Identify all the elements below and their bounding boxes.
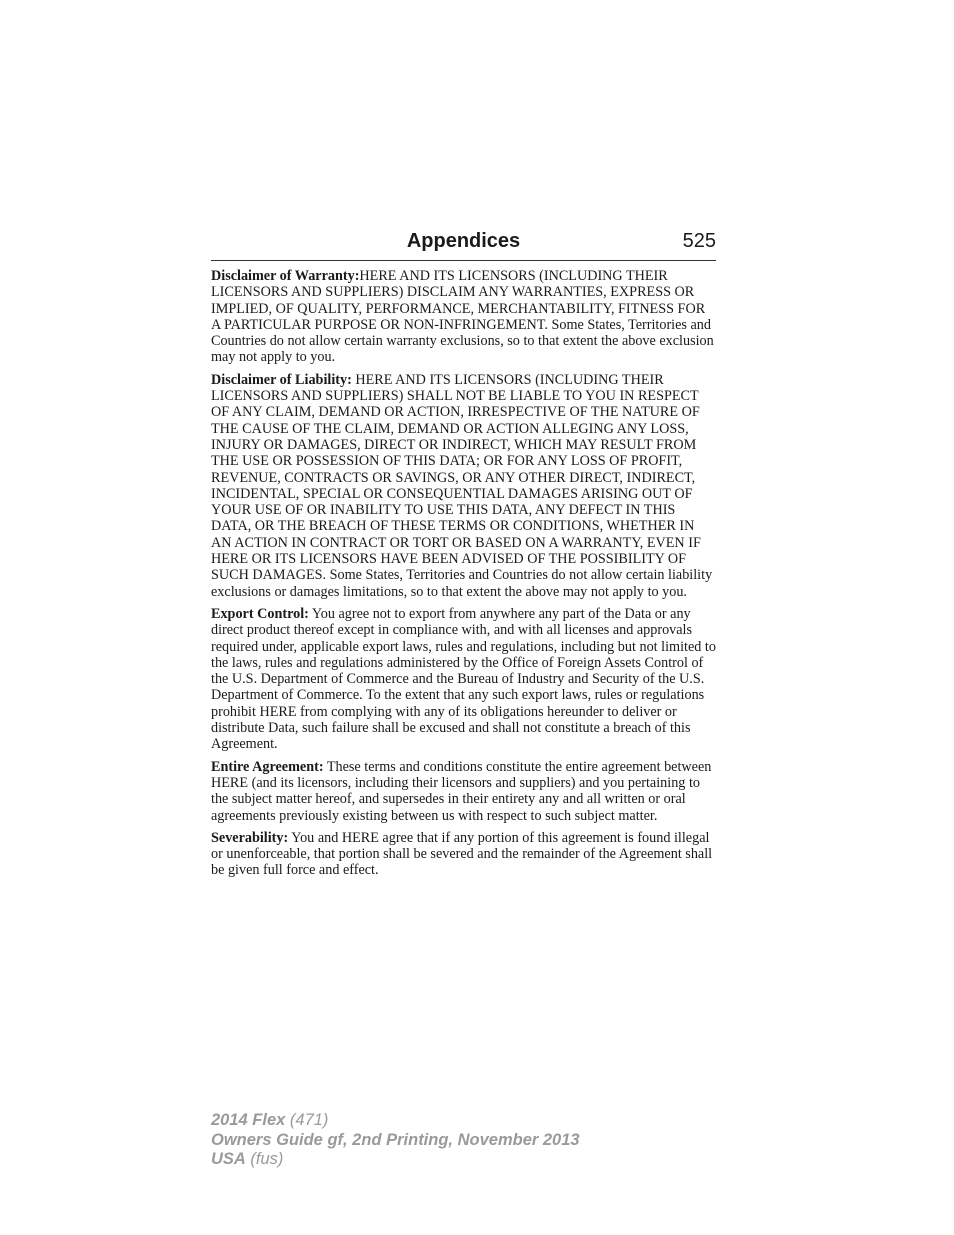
paragraph-label: Entire Agreement: [211,758,324,775]
paragraph-text: You and HERE agree that if any portion of this agreement is found illegal or unenforceable, that portion shall be severed and the remainder of the Agreement shall be given full force and effect. [211,829,713,879]
footer-line-model [211,1111,580,1131]
paragraph-text: These terms and conditions constitute the entire agreement between HERE (and its licensors, including their licensors and suppliers) and you pertaining to the subject matter hereof, and supersedes in their entirety any and all written or oral agreements previously existing between us with respect to such subject matter. [211,758,712,824]
paragraph-text: HERE AND ITS LICENSORS (INCLUDING THEIR LICENSORS AND SUPPLIERS) SHALL NOT BE LIABLE TO YOU IN RESPECT OF ANY CLAIM, DEMAND OR ACTION, IRRESPECTIVE OF THE NATURE OF THE CAUSE OF THE CLAIM, DEMAND OR ACTION ALLEGING ANY LOSS, INJURY OR DAMAGES, DIRECT OR INDIRECT, WHICH MAY RESULT FROM THE USE OR POSSESSION OF THIS DATA; OR FOR ANY LOSS OF PROFIT, REVENUE, CONTRACTS OR SAVINGS, OR ANY OTHER DIRECT, INDIRECT, INCIDENTAL, SPECIAL OR CONSEQUENTIAL DAMAGES ARISING OUT OF YOUR USE OF OR INABILITY TO USE THIS DATA, ANY DEFECT IN THIS DATA, OR THE BREACH OF THESE TERMS OR CONDITIONS, WHETHER IN AN ACTION IN CONTRACT OR TORT OR BASED ON A WARRANTY, EVEN IF HERE OR ITS LICENSORS HAVE BEEN ADVISED OF THE POSSIBILITY OF SUCH DAMAGES. Some States, Territories and Countries do not allow certain liability exclusions or damages limitations, so to that extent the above may not apply to you. [211,371,713,600]
page-number: 525 [682,230,716,252]
paragraph-text: HERE AND ITS LICENSORS (INCLUDING THEIR LICENSORS AND SUPPLIERS) DISCLAIM ANY WARRANTIES, EXPRESS OR IMPLIED, OF QUALITY, PERFORMANCE, MERCHANTABILITY, FITNESS FOR A PARTICULAR PURPOSE OR NON-INFRINGEMENT. Some States, Territories and Countries do not allow certain warranty exclusions, so to that extent the above exclusion may not apply to you. [211,268,714,366]
paragraph-severability [211,830,716,879]
paragraph-text: You agree not to export from anywhere any part of the Data or any direct product thereof except in compliance with, and with all licenses and approvals required under, applicable export laws, rules and regulations, including but not limited to the laws, rules and regulations administered by the Office of Foreign Assets Control of the U.S. Department of Commerce and the Bureau of Industry and Security of the U.S. Department of Commerce. To the extent that any such export laws, rules or regulations prohibit HERE from complying with any of its obligations hereunder to deliver or distribute Data, such failure shall be excused and shall not constitute a breach of this Agreement. [211,605,716,753]
footer-model-code: (471) [285,1111,329,1129]
paragraph-label: Disclaimer of Liability: [211,371,352,388]
paragraph-export-control [211,606,716,753]
page-footer [211,1111,580,1170]
paragraph-label: Disclaimer of Warranty: [211,268,360,284]
footer-market: USA [211,1150,246,1168]
page-header [211,228,716,261]
footer-line-edition: Owners Guide gf, 2nd Printing, November 2013 [211,1130,580,1149]
section-title: Appendices [406,230,521,252]
footer-market-code: (fus) [245,1150,284,1168]
document-body [211,268,716,885]
paragraph-label: Export Control: [211,605,309,622]
footer-line-market [211,1150,580,1170]
footer-model: 2014 Flex [211,1111,286,1129]
paragraph-disclaimer-liability [211,372,716,600]
paragraph-disclaimer-warranty [211,268,716,366]
paragraph-label: Severability: [211,829,289,846]
paragraph-entire-agreement [211,759,716,824]
